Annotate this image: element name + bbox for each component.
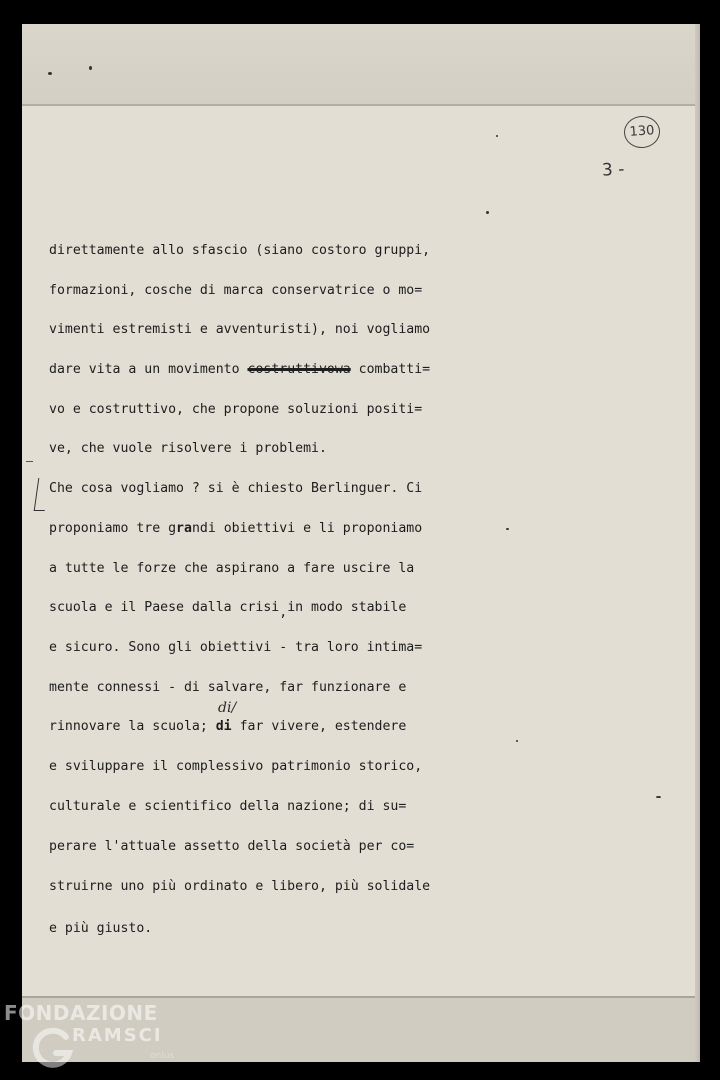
fondazione-gramsci-watermark	[4, 1001, 204, 1077]
text-line: vo e costruttivo, che propone soluzioni positi=	[49, 402, 423, 417]
text-line: e più giusto.	[49, 921, 153, 936]
text-line: direttamente allo sfascio (siano costoro gruppi,	[49, 243, 431, 258]
paper-speck	[496, 135, 498, 137]
top-paper-strip	[22, 24, 700, 106]
paper-speck	[516, 740, 518, 742]
text-segment: in modo stabile	[287, 600, 407, 615]
page-number: 3 -	[601, 159, 625, 181]
paper-speck	[486, 211, 489, 214]
text-line: e sicuro. Sono gli obiettivi - tra loro intima=	[49, 640, 423, 655]
paper-speck	[48, 72, 52, 75]
text-segment: rinnovare la scuola;	[49, 719, 216, 734]
text-segment: dare vita a un movimento	[49, 362, 248, 377]
watermark-onlus: onlus	[150, 1051, 175, 1061]
watermark-g-logo-icon	[30, 1025, 76, 1071]
paper-sheet	[22, 106, 700, 996]
text-segment: proponiamo tre g	[49, 521, 177, 536]
text-segment: ndi obiettivi e li proponiamo	[191, 521, 423, 536]
text-line	[49, 521, 422, 543]
text-line: e sviluppare il complessivo patrimonio storico,	[49, 759, 423, 774]
text-line	[49, 362, 430, 384]
watermark-subtitle: RAMSCI	[72, 1025, 163, 1046]
text-segment: scuola e il Paese dalla crisi	[49, 600, 280, 615]
text-segment: combatti=	[350, 362, 431, 377]
margin-mark	[26, 461, 33, 462]
handwritten-insert: di/	[218, 700, 237, 716]
overtyped-letters: ra	[176, 521, 192, 536]
paper-speck	[89, 66, 92, 70]
text-line	[49, 600, 406, 622]
text-line: Che cosa vogliamo ? si è chiesto Berlinguer. Ci	[49, 481, 423, 496]
archive-number-stamp: 130	[623, 115, 661, 149]
text-line: formazioni, cosche di marca conservatrice o mo=	[49, 283, 423, 298]
text-line	[49, 719, 406, 741]
text-line: mente connessi - di salvare, far funzionare e	[49, 680, 407, 695]
text-line: ve, che vuole risolvere i problemi.	[49, 441, 327, 456]
struck-out-word: costruttivowa	[247, 362, 351, 377]
text-segment: far vivere, estendere	[231, 719, 407, 734]
text-line: struirne uno più ordinato e libero, più solidale	[49, 879, 431, 894]
paper-speck	[506, 528, 509, 530]
paper-right-edge	[695, 24, 700, 1062]
text-line: vimenti estremisti e avventuristi), noi vogliamo	[49, 322, 431, 337]
watermark-title: FONDAZIONE	[4, 1001, 158, 1025]
text-line: culturale e scientifico della nazione; di su=	[49, 799, 407, 814]
text-line: perare l'attuale assetto della società per co=	[49, 839, 415, 854]
handwritten-comma: ,	[279, 605, 288, 620]
overtyped-letters: di	[215, 719, 232, 734]
paper-speck	[656, 796, 661, 798]
text-line: a tutte le forze che aspirano a fare uscire la	[49, 561, 415, 576]
